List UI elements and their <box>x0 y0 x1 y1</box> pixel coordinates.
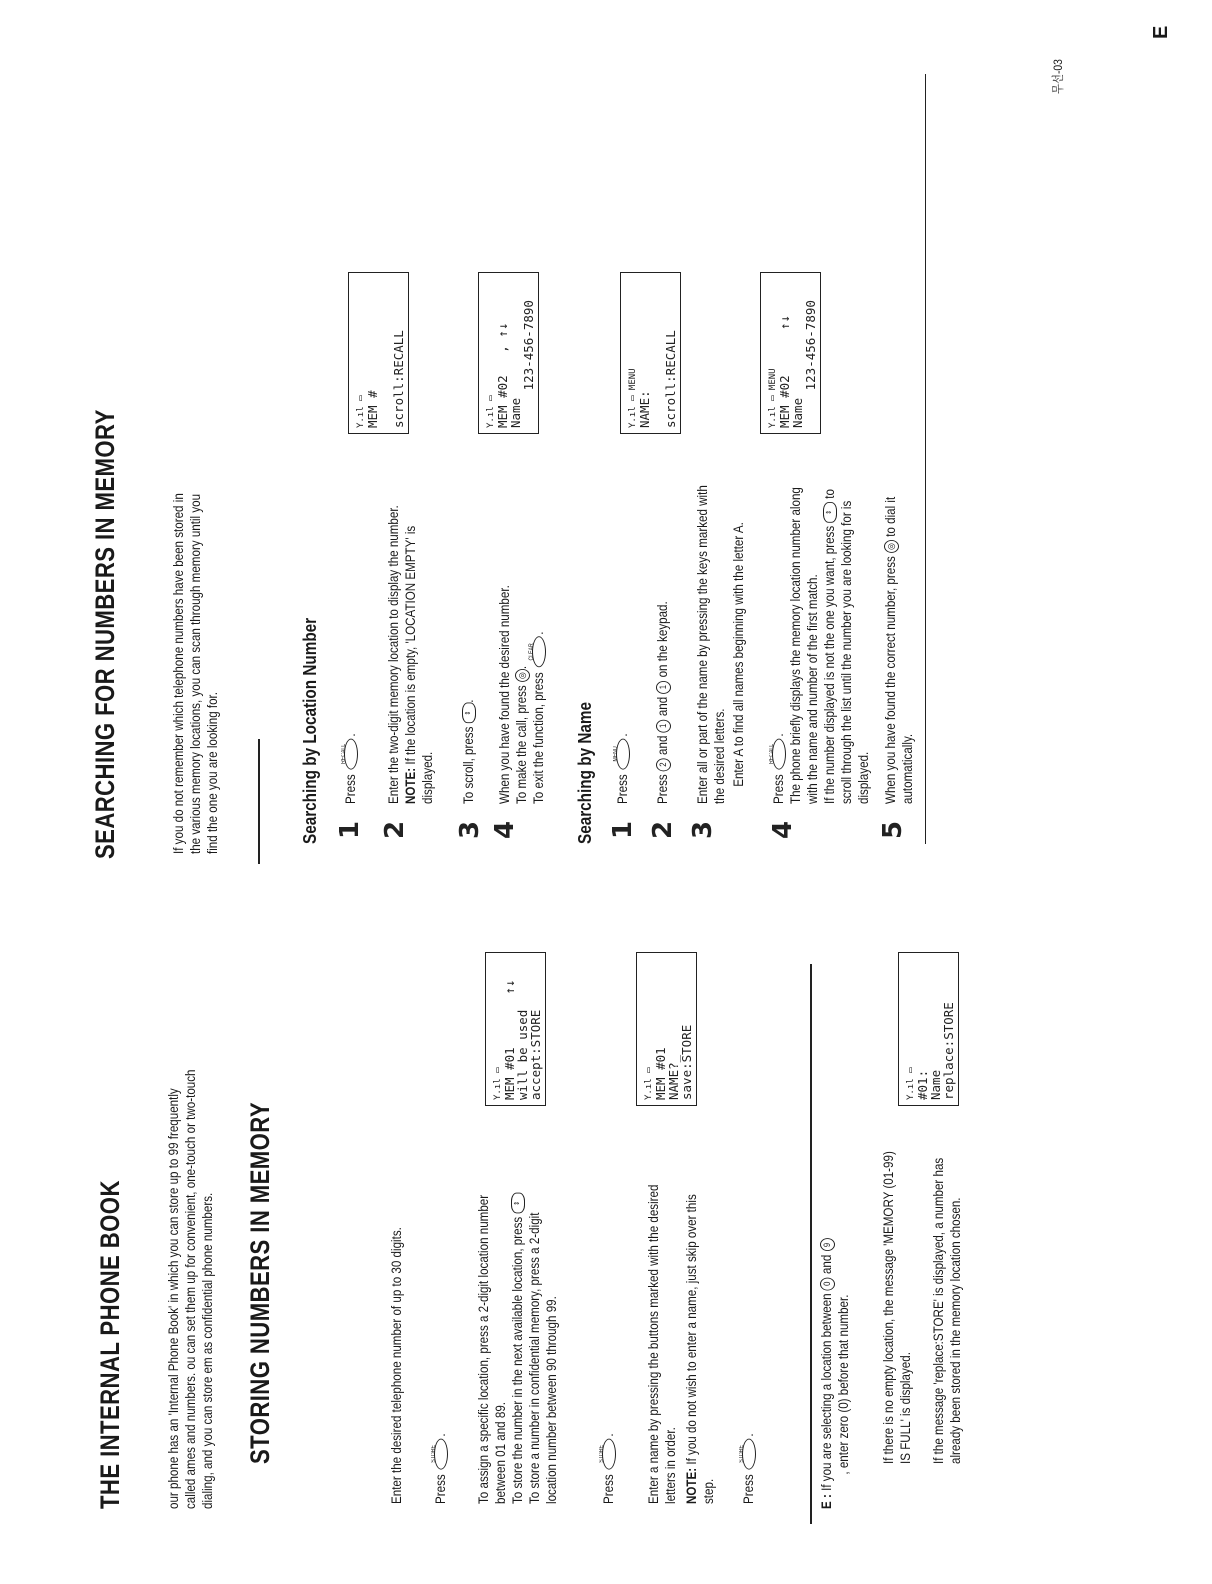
talk-key-icon: ◎ <box>515 669 530 682</box>
phone-book-title: THE INTERNAL PHONE BOOK <box>95 1180 125 1509</box>
loc-step-3: To scroll, press ⇕. <box>461 699 476 804</box>
page-mark: E <box>1150 25 1172 39</box>
name-step-4: Press RECALL . The phone briefly displays the memory location number along with the name and number of the first match. If the number displayed is not the one you want, press ⇕ to scroll through the list until the number you are looking for is displayed. <box>769 487 871 804</box>
lcd-replace: Y.ıl ▭ #01: Name replace:STORE <box>898 952 959 1106</box>
step-number-4b: 4 <box>768 820 798 839</box>
signal-icon: Y.ıl ▭ <box>906 1067 916 1100</box>
footer-code: 무선-03 <box>1051 59 1065 94</box>
name-step-1: Press MENU . <box>613 733 630 804</box>
memory-full-para: If there is no empty location, the message 'MEMORY (01-99) IS FULL' is displayed. <box>881 1151 913 1464</box>
name-step-2: Press 2 and 1 and 1 on the keypad. <box>655 601 670 804</box>
lcd-name-scroll: Y.ıl ▭ MENU NAME: scroll:RECALL <box>620 272 681 434</box>
lcd-name-number: Y.ıl ▭ MENU MEM #02 ↑↓ Name 123-456-7890 <box>760 272 821 434</box>
step-number-3: 3 <box>455 820 485 839</box>
step-number-3b: 3 <box>688 820 718 839</box>
store-note-bottom: E : If you are selecting a location between 0 and 9 , enter zero (0) before that number. <box>818 1045 852 1509</box>
storing-section-title: STORING NUMBERS IN MEMORY <box>245 1101 275 1464</box>
store-step-3: To assign a specific location, press a 2-digit location number between 01 and 89. To store the number in the next available location, press ⇕ To store a number in confidential memory, press a 2-digit location number between 90 through 99. <box>476 1194 559 1504</box>
menu-button-icon: MENU <box>616 738 630 769</box>
lcd-store-name: Y.ıl ▭ MEM #01 NAME?_ save:STORE <box>636 952 697 1106</box>
sub-name: Searching by Name <box>575 701 595 844</box>
lcd-mem-scroll: Y.ıl ▭ MEM # scroll:RECALL <box>348 272 409 434</box>
step-number-1: 1 <box>335 820 365 839</box>
lcd-store-location: Y.ıl ▭ MEM #01 ↑↓ will be used accept:STORE <box>485 952 546 1106</box>
scroll-key-icon: ⇕ <box>823 502 837 523</box>
intro-bar <box>258 739 260 864</box>
loc-step-2: Enter the two-digit memory location to display the number. NOTE: If the location is empty, 'LOCATION EMPTY' is displayed. <box>386 505 435 804</box>
step-number-5b: 5 <box>878 820 908 839</box>
loc-step-4: When you have found the desired number. To make the call, press ◎. To exit the function, press CLEAR . <box>497 585 546 804</box>
divider-rule <box>810 964 812 1524</box>
signal-icon: Y.ıl ▭ MENU <box>628 368 638 428</box>
name-step-5: When you have found the correct number, press ◎ to dial it automatically. <box>883 496 915 804</box>
name-step-3: Enter all or part of the name by pressing the keys marked with the desired letters. Enter A to find all names beginning with the letter A. <box>695 485 746 804</box>
sub-location-number: Searching by Location Number <box>300 617 320 844</box>
store-button-icon: STORE <box>742 1438 756 1469</box>
signal-icon: Y.ıl ▭ <box>356 395 366 428</box>
step-number-1b: 1 <box>608 820 638 839</box>
step-number-2: 2 <box>380 820 410 839</box>
replace-para: If the message 'replace:STORE' is displayed, a number has already been stored in the memory location chosen. <box>931 1157 963 1464</box>
scroll-key-icon: ⇕ <box>511 1193 525 1214</box>
signal-icon: Y.ıl ▭ <box>486 395 496 428</box>
step-number-2b: 2 <box>648 820 678 839</box>
lcd-mem-number: Y.ıl ▭ MEM #02 , ↑↓ Name 123-456-7890 <box>478 272 539 434</box>
signal-icon: Y.ıl ▭ MENU <box>768 368 778 428</box>
store-step-1: Enter the desired telephone number of up to 30 digits. <box>389 1227 404 1504</box>
signal-icon: Y.ıl ▭ <box>493 1067 503 1100</box>
loc-step-1: Press RECALL . <box>341 733 358 804</box>
scroll-key-icon: ⇕ <box>462 703 476 724</box>
searching-title: SEARCHING FOR NUMBERS IN MEMORY <box>90 409 120 859</box>
store-step-4: Press STORE . <box>599 1433 616 1504</box>
store-step-6: Press STORE . <box>739 1433 756 1504</box>
clear-button-icon: CLEAR <box>532 636 546 667</box>
bottom-rule <box>925 74 926 844</box>
step-number-4: 4 <box>490 820 520 839</box>
talk-key-icon: ◎ <box>884 540 899 553</box>
store-button-icon: STORE <box>602 1438 616 1469</box>
recall-button-icon: RECALL <box>344 738 358 769</box>
store-step-5: Enter a name by pressing the buttons marked with the desired letters in order. NOTE: If you do not wish to enter a name, just skip over this step. <box>646 1184 716 1504</box>
store-button-icon: STORE <box>434 1438 448 1469</box>
searching-intro: If you do not remember which telephone numbers have been stored in the various memory locations, you can scan through memory until you find the one you are looking for. <box>171 493 220 854</box>
phone-book-intro: our phone has an 'Internal Phone Book' in which you can store up to 99 frequently called ames and numbers. ou can set them up for convenient, one-touch or two-touch dialing, and you can store em as confidential phone numbers. <box>166 1069 215 1509</box>
signal-icon: Y.ıl ▭ <box>644 1067 654 1100</box>
recall-button-icon: RECALL <box>772 738 786 769</box>
store-step-2: Press STORE . <box>431 1433 448 1504</box>
